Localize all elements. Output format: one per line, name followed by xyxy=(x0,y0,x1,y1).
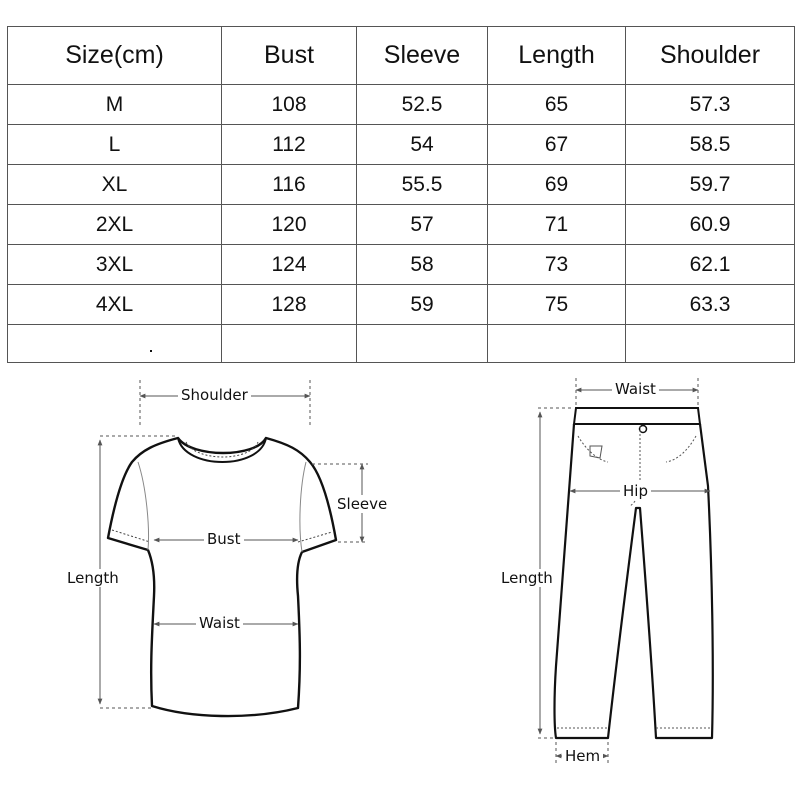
pants-outline xyxy=(555,424,713,738)
size-chart-table xyxy=(7,26,795,363)
pants-length-label: Length xyxy=(498,569,556,587)
cell-length: 73 xyxy=(488,245,626,285)
cell-empty xyxy=(222,325,357,363)
header-bust: Bust xyxy=(222,27,357,85)
stray-dot xyxy=(150,350,152,352)
cell-empty xyxy=(488,325,626,363)
cell-shoulder: 59.7 xyxy=(626,165,795,205)
cell-sleeve: 59 xyxy=(357,285,488,325)
table-row xyxy=(8,245,795,285)
cell-sleeve: 57 xyxy=(357,205,488,245)
table-row xyxy=(8,205,795,245)
tshirt-drawing xyxy=(50,366,390,766)
pants-waistband xyxy=(574,408,700,424)
cell-empty xyxy=(626,325,795,363)
shirt-length-label: Length xyxy=(64,569,122,587)
cell-sleeve: 58 xyxy=(357,245,488,285)
cell-bust: 116 xyxy=(222,165,357,205)
cell-length: 71 xyxy=(488,205,626,245)
cell-bust: 112 xyxy=(222,125,357,165)
cell-empty xyxy=(357,325,488,363)
pants-waist-label: Waist xyxy=(612,380,659,398)
shirt-bust-label: Bust xyxy=(204,530,244,548)
cell-empty xyxy=(8,325,222,363)
cell-length: 69 xyxy=(488,165,626,205)
table-row xyxy=(8,125,795,165)
shirt-waist-label: Waist xyxy=(196,614,243,632)
cell-shoulder: 60.9 xyxy=(626,205,795,245)
table-row xyxy=(8,85,795,125)
cell-sleeve: 55.5 xyxy=(357,165,488,205)
cell-sleeve: 54 xyxy=(357,125,488,165)
cell-bust: 124 xyxy=(222,245,357,285)
cell-shoulder: 57.3 xyxy=(626,85,795,125)
cell-size: 4XL xyxy=(8,285,222,325)
cell-shoulder: 58.5 xyxy=(626,125,795,165)
shirt-sleeve-label: Sleeve xyxy=(334,495,390,513)
cell-bust: 128 xyxy=(222,285,357,325)
table-row xyxy=(8,165,795,205)
pants-hip-label: Hip xyxy=(620,482,651,500)
cell-size: 3XL xyxy=(8,245,222,285)
header-length: Length xyxy=(488,27,626,85)
cell-length: 65 xyxy=(488,85,626,125)
header-shoulder: Shoulder xyxy=(626,27,795,85)
header-sleeve: Sleeve xyxy=(357,27,488,85)
pants-diagram xyxy=(490,366,750,776)
cell-shoulder: 62.1 xyxy=(626,245,795,285)
tshirt-collar xyxy=(178,438,266,462)
pants-hem-label: Hem xyxy=(562,747,603,765)
cell-size: 2XL xyxy=(8,205,222,245)
table-row-empty xyxy=(8,325,795,363)
cell-length: 75 xyxy=(488,285,626,325)
table-header-row xyxy=(8,27,795,85)
table-row xyxy=(8,285,795,325)
cell-size: L xyxy=(8,125,222,165)
cell-length: 67 xyxy=(488,125,626,165)
header-size: Size(cm) xyxy=(8,27,222,85)
shirt-shoulder-label: Shoulder xyxy=(178,386,251,404)
cell-size: XL xyxy=(8,165,222,205)
cell-sleeve: 52.5 xyxy=(357,85,488,125)
cell-bust: 108 xyxy=(222,85,357,125)
tshirt-diagram xyxy=(50,366,390,766)
cell-shoulder: 63.3 xyxy=(626,285,795,325)
cell-bust: 120 xyxy=(222,205,357,245)
cell-size: M xyxy=(8,85,222,125)
